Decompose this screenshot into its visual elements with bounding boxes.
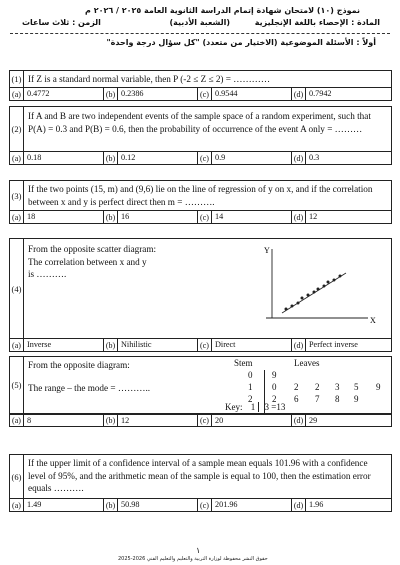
leaves-header: Leaves xyxy=(294,358,320,368)
option-a[interactable]: 0.18 xyxy=(24,152,104,164)
x-axis-label: X xyxy=(370,316,376,325)
scatter-point xyxy=(323,285,326,288)
option-label: (d) xyxy=(292,499,306,511)
exam-branch: (الشعبة الأدبية) xyxy=(169,18,230,27)
scatter-point xyxy=(285,308,288,311)
scatter-diagram xyxy=(256,243,376,333)
option-label: (a) xyxy=(10,88,24,100)
option-label: (b) xyxy=(104,415,118,426)
section-title: أولاً : الأسئلة الموضوعية (الاختيار من متعدد) "كل سؤال درجة واحدة" xyxy=(106,38,376,47)
question-number: (5) xyxy=(10,357,24,413)
stem-key xyxy=(225,402,285,412)
option-label: (c) xyxy=(198,499,212,511)
leaf-value: 9 xyxy=(376,382,381,392)
key-label: Key: xyxy=(225,402,243,412)
option-d[interactable]: 0.3 xyxy=(309,153,320,162)
leaf-value: 6 xyxy=(294,394,299,404)
question-number: (4) xyxy=(10,239,24,338)
option-label: (d) xyxy=(292,152,306,164)
option-a[interactable]: 1.49 xyxy=(24,499,104,511)
option-label: (b) xyxy=(104,152,118,164)
option-b[interactable]: Nihilistic xyxy=(118,339,198,351)
question-5 xyxy=(9,356,392,427)
option-d[interactable]: Perfect inverse xyxy=(309,340,358,349)
option-a[interactable]: 8 xyxy=(24,415,104,426)
option-label: (c) xyxy=(198,339,212,351)
option-label: (b) xyxy=(104,211,118,223)
y-axis-label: Y xyxy=(264,246,270,255)
leaf-value: 9 xyxy=(354,394,359,404)
exam-header xyxy=(10,6,390,58)
option-label: (c) xyxy=(198,88,212,100)
leaf-value: 5 xyxy=(354,382,359,392)
exam-title: نموذج (١٠) لامتحان شهادة إتمام الدراسة الثانوية العامة ٢٠٢٥ / ٢٠٢٦ م xyxy=(85,6,360,15)
option-c[interactable]: 20 xyxy=(212,415,292,426)
option-b[interactable]: 16 xyxy=(118,211,198,223)
option-label: (b) xyxy=(104,499,118,511)
scatter-point xyxy=(297,302,300,305)
option-label: (c) xyxy=(198,415,212,426)
question-line: From the opposite scatter diagram: xyxy=(28,244,157,254)
question-text: If A and B are two independent events of the sample space of a random experiment, such that P(A) = 0.3 and P(B) = 0.6, then the probability of occurrence of the event A only = ……… xyxy=(28,111,371,134)
leaf-value: 2 xyxy=(294,382,299,392)
leaf-value: 7 xyxy=(315,394,320,404)
option-b[interactable]: 12 xyxy=(118,415,198,426)
question-2 xyxy=(9,106,392,165)
option-label: (d) xyxy=(292,211,306,223)
scatter-point xyxy=(327,281,330,284)
question-number: (1) xyxy=(10,71,24,87)
option-label: (d) xyxy=(292,415,306,426)
option-label: (b) xyxy=(104,88,118,100)
option-label: (a) xyxy=(10,152,24,164)
scatter-point xyxy=(313,291,316,294)
option-b[interactable]: 50.98 xyxy=(118,499,198,511)
option-label: (a) xyxy=(10,339,24,351)
header-divider xyxy=(10,33,390,34)
option-label: (a) xyxy=(10,415,24,426)
question-text xyxy=(28,243,156,281)
question-line: The correlation between x and y xyxy=(28,256,147,267)
question-number: (3) xyxy=(10,181,24,210)
scatter-point xyxy=(339,275,342,278)
leaf-value: 8 xyxy=(335,394,340,404)
question-1 xyxy=(9,70,392,101)
option-label: (d) xyxy=(292,88,306,100)
scatter-point xyxy=(291,305,294,308)
stem-value: 0 xyxy=(248,370,253,380)
option-d[interactable]: 29 xyxy=(309,416,318,425)
option-label: (a) xyxy=(10,499,24,511)
option-c[interactable]: Direct xyxy=(212,339,292,351)
option-c[interactable]: 201.96 xyxy=(212,499,292,511)
question-line: is ………. xyxy=(28,269,67,279)
exam-subject: المادة : الإحصاء باللغة الإنجليزية xyxy=(254,18,380,27)
option-c[interactable]: 0.9544 xyxy=(212,88,292,100)
scatter-point xyxy=(317,288,320,291)
question-3 xyxy=(9,180,392,224)
question-line: The range – the mode = ……….. xyxy=(28,383,151,393)
copyright-notice: حقوق النشر محفوظة لوزارة التربية والتعليم والتعليم الفني 2026-2025 xyxy=(118,556,268,562)
exam-time: الزمن : ثلاث ساعات xyxy=(22,18,101,27)
option-label: (a) xyxy=(10,211,24,223)
key-value: 3 =13 xyxy=(264,402,286,412)
option-label: (c) xyxy=(198,211,212,223)
question-text: If Z is a standard normal variable, then P (-2 ≤ Z ≤ 2) = ………… xyxy=(28,74,271,84)
question-text: If the two points (15, m) and (9,6) lie on the line of regression of y on x, and if the correlation between x and y is perfect direct then m = ………. xyxy=(28,184,373,207)
question-line: From the opposite diagram: xyxy=(28,360,130,370)
option-b[interactable]: 0.2386 xyxy=(118,88,198,100)
question-text: If the upper limit of a confidence interval of a sample mean equals 101.96 with a confidence level of 95%, and the arithmetic mean of the sample is equal to 100, then the estimation error equals ………. xyxy=(28,458,371,493)
option-d[interactable]: 0.7942 xyxy=(309,89,332,98)
question-4 xyxy=(9,238,392,352)
option-b[interactable]: 0.12 xyxy=(118,152,198,164)
option-a[interactable]: 18 xyxy=(24,211,104,223)
leaf-value: 2 xyxy=(315,382,320,392)
option-d[interactable]: 1.96 xyxy=(309,500,324,509)
stem-header: Stem xyxy=(234,358,253,368)
leaf-value: 3 xyxy=(335,382,340,392)
option-label: (d) xyxy=(292,339,306,351)
option-a[interactable]: Inverse xyxy=(24,339,104,351)
page-number: ١ xyxy=(196,546,201,555)
leaf-value: 0 xyxy=(272,382,277,392)
leaf-value: 2 xyxy=(272,394,277,404)
scatter-points xyxy=(285,275,342,311)
question-6 xyxy=(9,454,392,512)
question-number: (6) xyxy=(10,455,24,498)
scatter-point xyxy=(307,294,310,297)
key-stem: 1 xyxy=(251,402,260,412)
option-d[interactable]: 12 xyxy=(309,212,318,221)
leaf-value: 9 xyxy=(272,370,277,380)
stem-value: 1 xyxy=(248,382,253,392)
exam-meta-row xyxy=(10,18,390,30)
option-label: (c) xyxy=(198,152,212,164)
option-a[interactable]: 0.4772 xyxy=(24,88,104,100)
scatter-point xyxy=(301,297,304,300)
option-c[interactable]: 14 xyxy=(212,211,292,223)
option-label: (b) xyxy=(104,339,118,351)
scatter-point xyxy=(333,279,336,282)
option-c[interactable]: 0.9 xyxy=(212,152,292,164)
question-number: (2) xyxy=(10,107,24,151)
stem-value: 2 xyxy=(248,394,253,404)
